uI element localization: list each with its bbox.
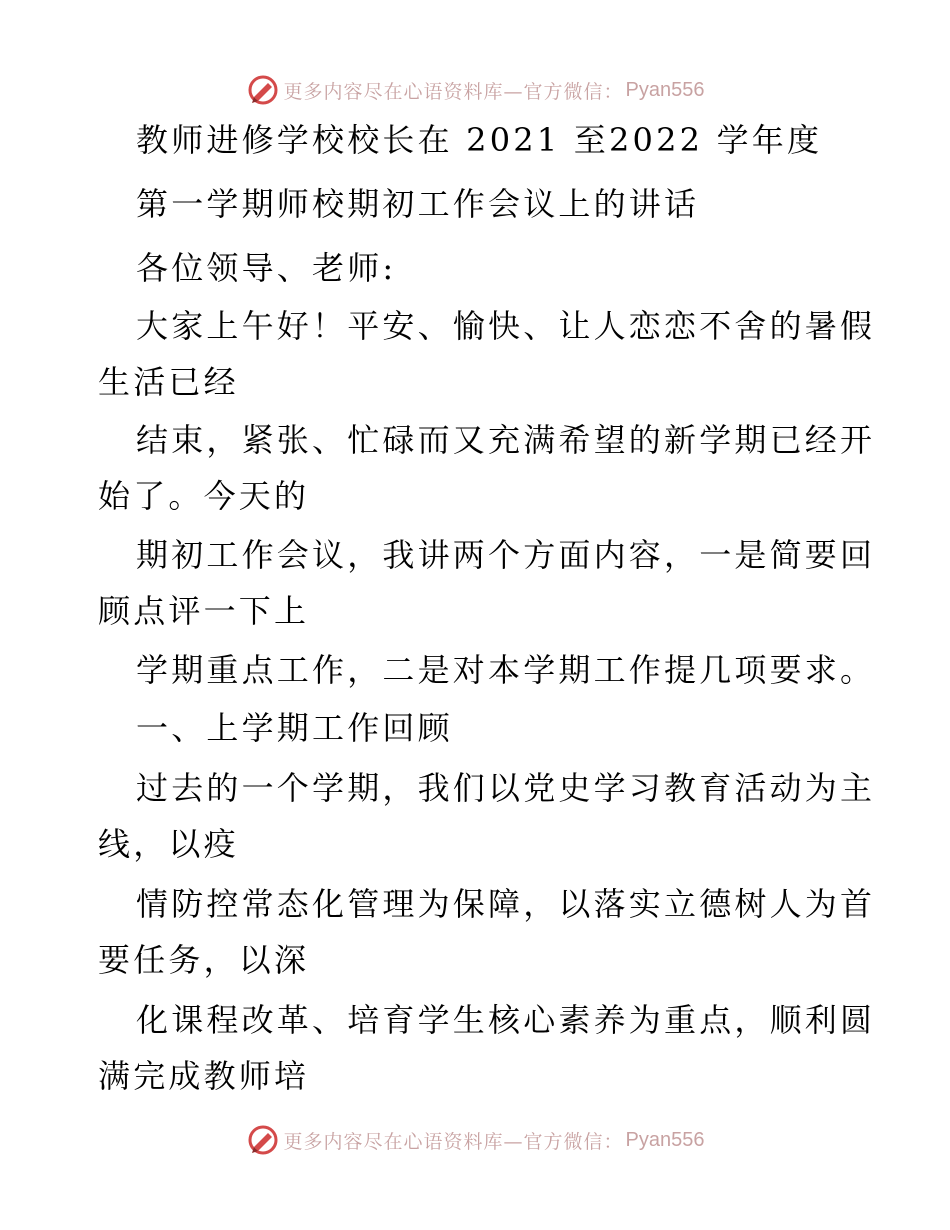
- paragraph-line: 期初工作会议，我讲两个方面内容，一是简要回: [136, 536, 876, 574]
- paragraph-line: 化课程改革、培育学生核心素养为重点，顺利圆: [136, 1001, 876, 1039]
- paragraph-line: 要任务，以深: [98, 941, 310, 979]
- paragraph-line: 始了。今天的: [98, 477, 310, 515]
- paragraph-line: 顾点评一下上: [98, 592, 310, 630]
- doc-title-line-1: 教师进修学校校长在 2021 至2022 学年度: [136, 121, 823, 159]
- header-banner: [0, 70, 950, 110]
- paragraph-line: 学期重点工作，二是对本学期工作提几项要求。: [136, 651, 876, 689]
- paragraph-line: 情防控常态化管理为保障，以落实立德树人为首: [136, 885, 876, 923]
- banner-wechat-id: Pyan556: [625, 78, 705, 101]
- banner-text: 更多内容尽在心语资料库—官方微信：: [283, 80, 624, 103]
- pen-logo-icon: [246, 1123, 280, 1157]
- paragraph-line: 大家上午好！平安、愉快、让人恋恋不舍的暑假: [136, 307, 876, 345]
- banner-wechat-id: Pyan556: [625, 1128, 705, 1151]
- banner-text: 更多内容尽在心语资料库—官方微信：: [283, 1130, 624, 1153]
- paragraph-line: 线，以疫: [98, 825, 239, 863]
- paragraph-line: 结束，紧张、忙碌而又充满希望的新学期已经开: [136, 421, 876, 459]
- doc-title-line-2: 第一学期师校期初工作会议上的讲话: [136, 185, 700, 223]
- footer-banner: [0, 1120, 950, 1160]
- section-heading: 一、上学期工作回顾: [136, 709, 453, 747]
- salutation: 各位领导、老师:: [136, 249, 397, 287]
- pen-logo-icon: [246, 73, 280, 107]
- paragraph-line: 生活已经: [98, 363, 239, 401]
- paragraph-line: 过去的一个学期，我们以党史学习教育活动为主: [136, 769, 876, 807]
- paragraph-line: 满完成教师培: [98, 1057, 310, 1095]
